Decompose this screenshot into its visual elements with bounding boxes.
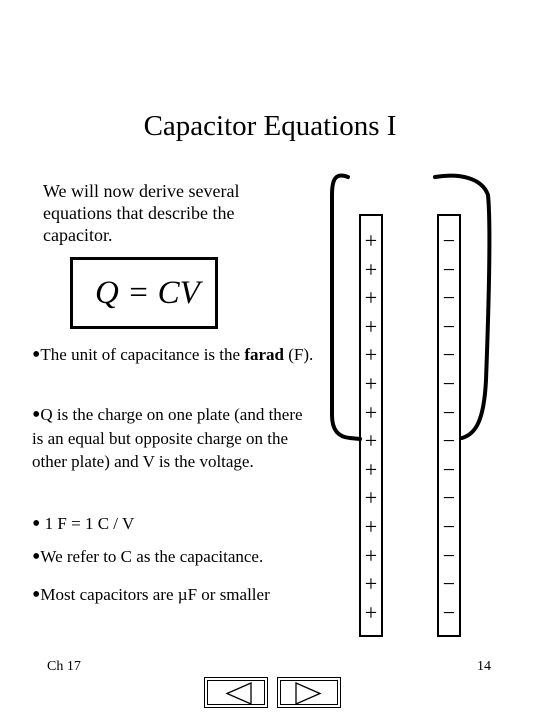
negative-charge-sign: − xyxy=(442,456,456,482)
positive-charge-sign: + xyxy=(364,342,378,368)
negative-charge-sign: − xyxy=(442,428,456,454)
bullet-farad-text: The unit of capacitance is the xyxy=(40,345,245,364)
bullet-farad-suffix: (F). xyxy=(284,345,314,364)
negative-charge-sign: − xyxy=(442,514,456,539)
bullet-dot: • xyxy=(32,511,41,537)
positive-plate xyxy=(359,214,383,637)
positive-charge-sign: + xyxy=(364,399,378,425)
negative-charge-sign: − xyxy=(442,542,456,568)
triangle-right-icon xyxy=(278,678,342,709)
negative-charge-sign: − xyxy=(442,399,456,425)
slide-title: Capacitor Equations I xyxy=(143,110,397,142)
positive-charge-sign: + xyxy=(364,228,378,253)
negative-plate xyxy=(437,214,461,637)
bullet-dot: • xyxy=(32,342,41,368)
bullet-size-suffix: F or smaller xyxy=(187,585,270,604)
triangle-left-icon xyxy=(205,678,269,709)
bullet-dot: • xyxy=(32,402,41,428)
negative-charge-sign: − xyxy=(442,256,456,282)
negative-charge-sign: − xyxy=(442,285,456,311)
negative-charge-sign: − xyxy=(442,599,456,625)
intro-text: We will now derive several equations that describe the capacitor. xyxy=(43,181,240,245)
negative-charge-sign: − xyxy=(442,371,456,396)
negative-charge-sign: − xyxy=(442,313,456,339)
equation-text: Q = CV xyxy=(95,275,200,311)
previous-slide-button[interactable] xyxy=(204,677,268,708)
negative-charge-sign: − xyxy=(442,571,456,597)
positive-charge-sign: + xyxy=(364,514,378,539)
bullet-dot: • xyxy=(32,544,41,570)
positive-charge-sign: + xyxy=(364,485,378,511)
chapter-label: Ch 17 xyxy=(47,659,81,674)
positive-charge-sign: + xyxy=(364,542,378,568)
next-slide-button[interactable] xyxy=(277,677,341,708)
positive-charge-sign: + xyxy=(364,313,378,339)
negative-charge-sign: − xyxy=(442,228,456,253)
micro-symbol: µ xyxy=(177,585,188,604)
positive-charge-sign: + xyxy=(364,571,378,597)
positive-charge-sign: + xyxy=(364,371,378,396)
bullet-size-text: Most capacitors are xyxy=(40,585,178,604)
bullet-dot: • xyxy=(32,582,41,608)
negative-charge-sign: − xyxy=(442,342,456,368)
negative-charge-sign: − xyxy=(442,485,456,511)
positive-charge-sign: + xyxy=(364,456,378,482)
positive-charge-sign: + xyxy=(364,256,378,282)
bullet-unit-text: 1 F = 1 C / V xyxy=(40,514,135,533)
left-bracket xyxy=(332,176,360,439)
bullet-charge-text: Q is the charge on one plate (and there is an equal but opposite charge on the other plate) and V is the voltage. xyxy=(32,405,303,471)
positive-charge-sign: + xyxy=(364,428,378,454)
page-number: 14 xyxy=(477,659,491,674)
bullet-capacitance-text: We refer to C as the capacitance. xyxy=(40,547,264,566)
bullet-farad-bold: farad xyxy=(244,345,284,364)
positive-charge-sign: + xyxy=(364,599,378,625)
positive-charge-sign: + xyxy=(364,285,378,311)
